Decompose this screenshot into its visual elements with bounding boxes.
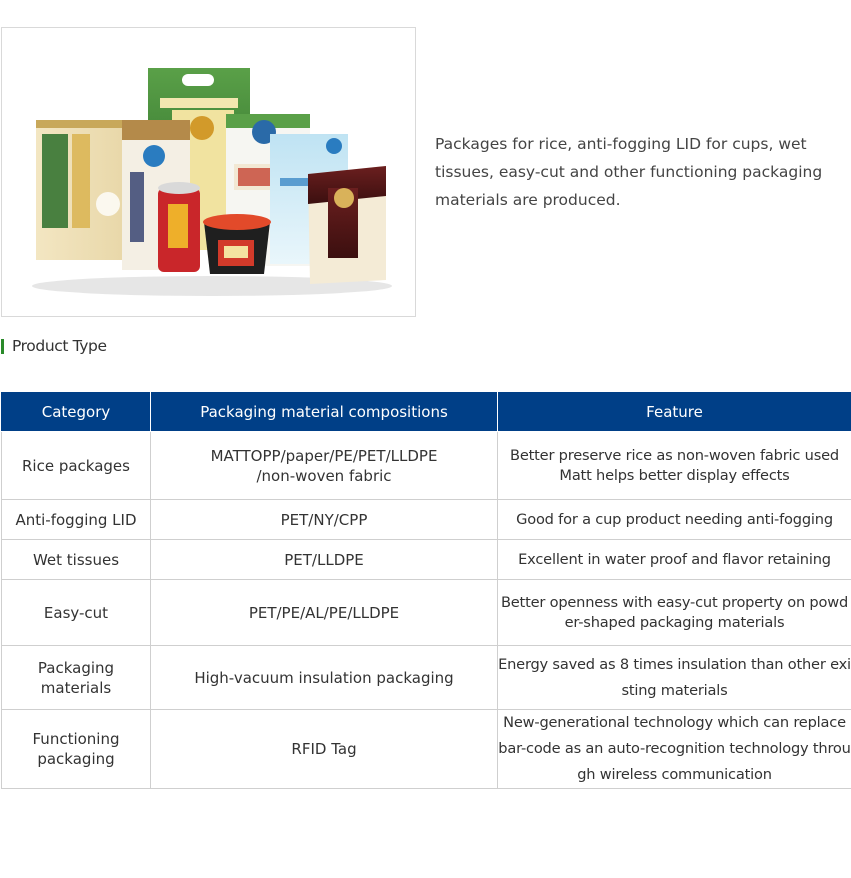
category-cell: Wet tissues [2, 540, 151, 580]
composition-cell: PET/LLDPE [151, 540, 498, 580]
feature-cell: New-generational technology which can replace bar-code as an auto-recognition technology through wireless communication [498, 710, 851, 789]
feature-cell: Energy saved as 8 times insulation than other existing materials [498, 646, 851, 710]
feature-cell: Better openness with easy-cut property on powder-shaped packaging materials [498, 580, 851, 646]
composition-cell: MATTOPP/paper/PE/PET/LLDPE /non-woven fabric [151, 432, 498, 500]
table-header-row [2, 393, 851, 432]
product-photo [1, 27, 416, 317]
section-title: Product Type [12, 337, 107, 355]
composition-cell: High-vacuum insulation packaging [151, 646, 498, 710]
feature-cell: Better preserve rice as non-woven fabric used Matt helps better display effects [498, 432, 851, 500]
category-cell: Packaging materials [2, 646, 151, 710]
table-row [2, 432, 851, 500]
feature-cell: Excellent in water proof and flavor retaining [498, 540, 851, 580]
product-type-table [1, 392, 851, 789]
intro-text: Packages for rice, anti-fogging LID for cups, wet tissues, easy-cut and other functioning packaging materials are produced. [435, 135, 823, 209]
category-cell: Functioning packaging [2, 710, 151, 789]
category-cell: Anti-fogging LID [2, 500, 151, 540]
packaging-products-illustration [2, 28, 415, 316]
composition-cell: PET/PE/AL/PE/LLDPE [151, 580, 498, 646]
composition-cell: PET/NY/CPP [151, 500, 498, 540]
composition-cell: RFID Tag [151, 710, 498, 789]
section-heading [1, 334, 107, 358]
table-row [2, 646, 851, 710]
category-cell: Easy-cut [2, 580, 151, 646]
table-row [2, 710, 851, 789]
table-row [2, 580, 851, 646]
section-accent-bar [1, 339, 4, 354]
header-feature: Feature [498, 393, 851, 432]
header-composition: Packaging material compositions [151, 393, 498, 432]
table-row [2, 500, 851, 540]
header-category: Category [2, 393, 151, 432]
category-cell: Rice packages [2, 432, 151, 500]
table-row [2, 540, 851, 580]
feature-cell: Good for a cup product needing anti-fogging [498, 500, 851, 540]
